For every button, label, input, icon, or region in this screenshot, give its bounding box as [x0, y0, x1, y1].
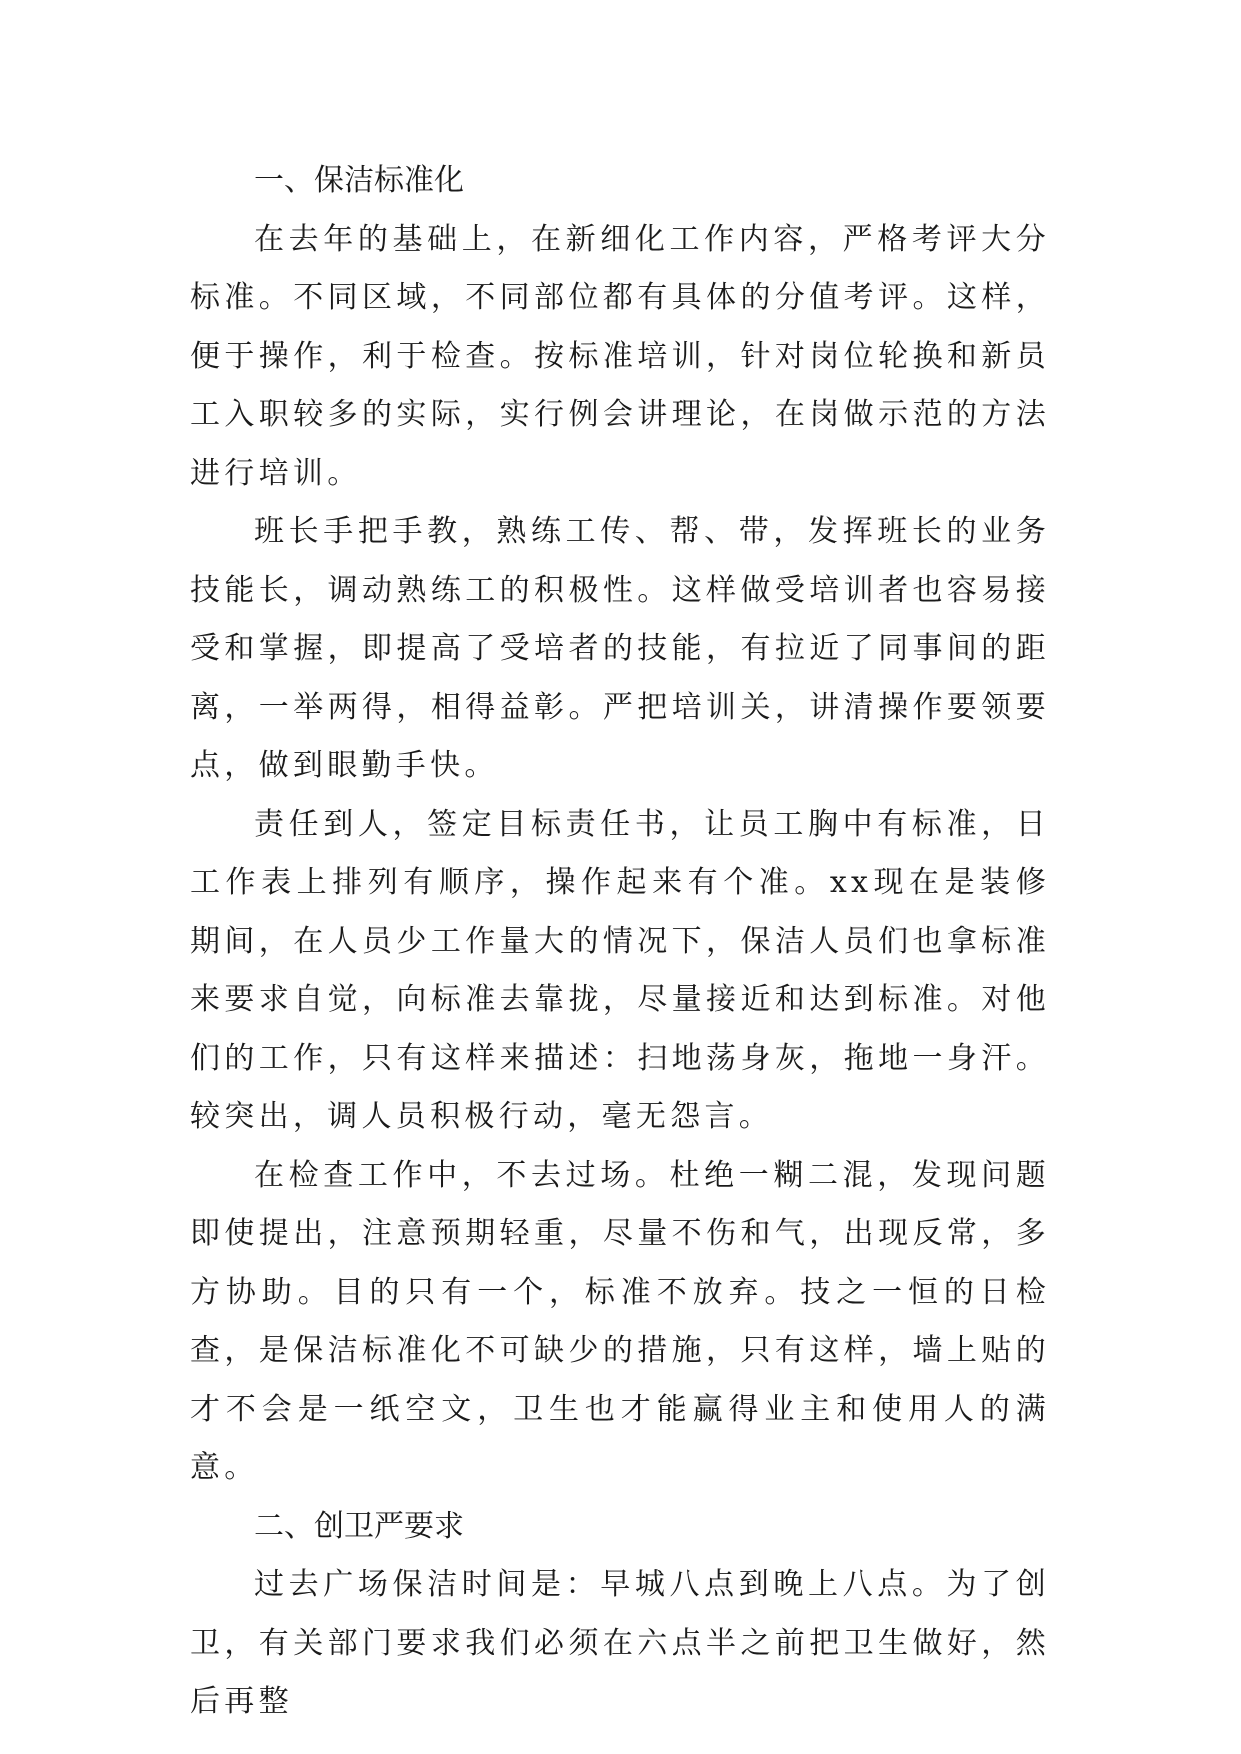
- section-heading-2: 二、创卫严要求: [254, 1508, 464, 1544]
- section-heading-1: 一、保洁标准化: [254, 163, 464, 198]
- paragraph-5: 过去广场保洁时间是：早城八点到晚上八点。为了创卫，有关部门要求我们必须在六点半之前把卫生做好，然后再整: [190, 1567, 1050, 1719]
- paragraph-3: 责任到人，签定目标责任书，让员工胸中有标准，日工作表上排列有顺序，操作起来有个准。xx现在是装修期间，在人员少工作量大的情况下，保洁人员们也拿标准来要求自觉，向标准去靠拢，尽量接近和达到标准。对他们的工作，只有这样来描述：扫地荡身灰，拖地一身汗。较突出，调人员积极行动，毫无怨言。: [190, 806, 1050, 1134]
- paragraph-2: 班长手把手教，熟练工传、帮、带，发挥班长的业务技能长，调动熟练工的积极性。这样做受培训者也容易接受和掌握，即提高了受培者的技能，有拉近了同事间的距离，一举两得，相得益彰。严把培训关，讲清操作要领要点，做到眼勤手快。: [190, 514, 1050, 783]
- paragraph-4: 在检查工作中，不去过场。杜绝一糊二混，发现问题即使提出，注意预期轻重，尽量不伤和气，出现反常，多方协助。目的只有一个，标准不放弃。技之一恒的日检查，是保洁标准化不可缺少的措施，只有这样，墙上贴的才不会是一纸空文，卫生也才能赢得业主和使用人的满意。: [190, 1157, 1050, 1485]
- paragraph-1: 在去年的基础上，在新细化工作内容，严格考评大分标准。不同区域，不同部位都有具体的分值考评。这样，便于操作，利于检查。按标准培训，针对岗位轮换和新员工入职较多的实际，实行例会讲理论，在岗做示范的方法进行培训。: [190, 221, 1050, 491]
- document-body: [190, 152, 1050, 1732]
